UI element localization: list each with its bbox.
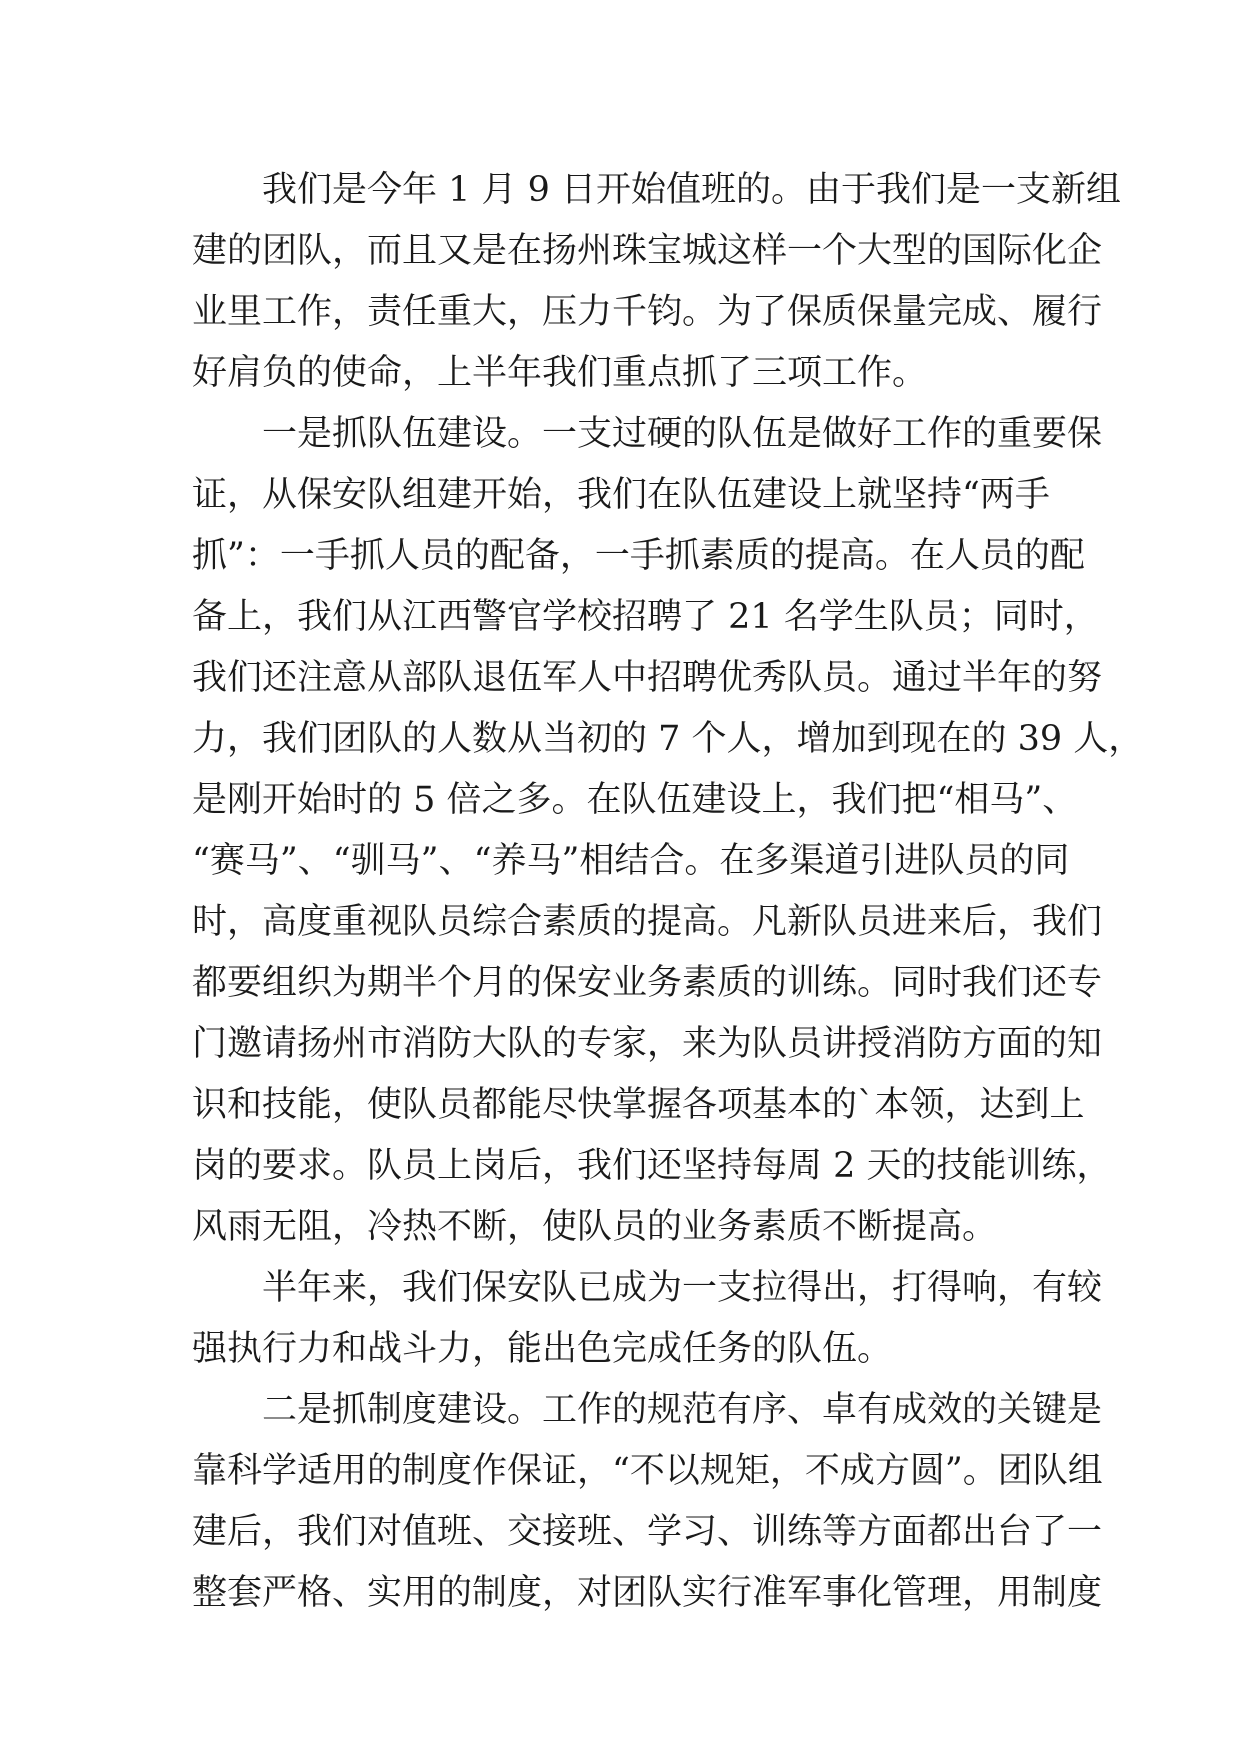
text-line: 好肩负的使命，上半年我们重点抓了三项工作。 <box>192 353 928 393</box>
text-line: 抓”：一手抓人员的配备，一手抓素质的提高。在人员的配 <box>192 536 1085 576</box>
text-line: 风雨无阻，冷热不断，使队员的业务素质不断提高。 <box>192 1207 998 1247</box>
text-line: 是刚开始时的 5 倍之多。在队伍建设上，我们把“相马”、 <box>192 780 1078 820</box>
text-line: 半年来，我们保安队已成为一支拉得出，打得响，有较 <box>262 1268 1103 1308</box>
text-line: 靠科学适用的制度作保证，“不以规矩，不成方圆”。团队组 <box>192 1451 1103 1491</box>
paragraph-3 <box>192 1258 1103 1380</box>
text-line: 我们还注意从部队退伍军人中招聘优秀队员。通过半年的努 <box>192 658 1103 698</box>
text-line: 都要组织为期半个月的保安业务素质的训练。同时我们还专 <box>192 963 1103 1003</box>
text-line: 力，我们团队的人数从当初的 7 个人，增加到现在的 39 人， <box>192 719 1144 759</box>
text-line: 备上，我们从江西警官学校招聘了 21 名学生队员；同时， <box>192 597 1099 637</box>
text-line: 整套严格、实用的制度，对团队实行准军事化管理，用制度 <box>192 1573 1103 1613</box>
text-line: 证，从保安队组建开始，我们在队伍建设上就坚持“两手 <box>192 475 1050 515</box>
paragraph-1 <box>192 160 1122 404</box>
paragraph-2 <box>192 404 1144 1258</box>
text-line: 岗的要求。队员上岗后，我们还坚持每周 2 天的技能训练， <box>192 1146 1112 1186</box>
document-body <box>192 160 1144 1624</box>
text-line: 建后，我们对值班、交接班、学习、训练等方面都出台了一 <box>192 1512 1103 1552</box>
text-line: 时，高度重视队员综合素质的提高。凡新队员进来后，我们 <box>192 902 1103 942</box>
text-line: 二是抓制度建设。工作的规范有序、卓有成效的关键是 <box>262 1390 1103 1430</box>
text-line: “赛马”、“驯马”、“养马”相结合。在多渠道引进队员的同 <box>192 841 1070 881</box>
text-line: 强执行力和战斗力，能出色完成任务的队伍。 <box>192 1329 893 1369</box>
text-line: 识和技能，使队员都能尽快掌握各项基本的`本领，达到上 <box>192 1085 1085 1125</box>
text-line: 一是抓队伍建设。一支过硬的队伍是做好工作的重要保 <box>262 414 1103 454</box>
text-line: 建的团队，而且又是在扬州珠宝城这样一个大型的国际化企 <box>192 231 1103 271</box>
text-line: 我们是今年 1 月 9 日开始值班的。由于我们是一支新组 <box>262 170 1122 210</box>
paragraph-4 <box>192 1380 1103 1624</box>
text-line: 门邀请扬州市消防大队的专家，来为队员讲授消防方面的知 <box>192 1024 1103 1064</box>
text-line: 业里工作，责任重大，压力千钧。为了保质保量完成、履行 <box>192 292 1103 332</box>
